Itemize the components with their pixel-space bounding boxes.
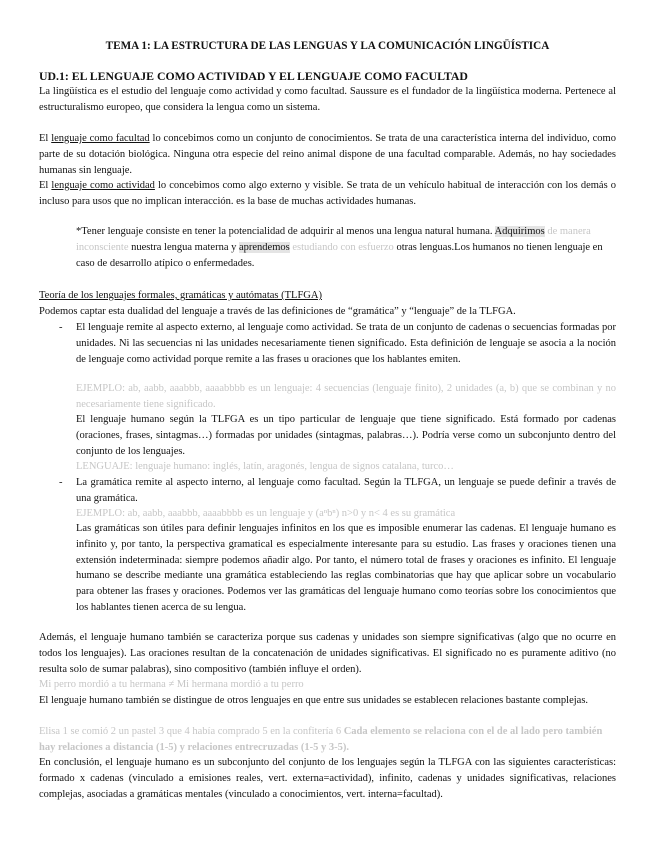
list-item-gramaticas-utiles: Las gramáticas son útiles para definir lenguajes infinitos en los que es imposible enumerar las cadenas. El lenguaje humano es infinito y, por tanto, la perspectiva gramatical es especialmente interesante para su estudio. Las frases y oraciones tienen una extensión indeterminada: siempre podemos añadir algo. Por tanto, el número total de frases y oraciones es infinito. El lenguaje humano se describe mediante una gramática estableciendo las reglas combinatorias que hay que aplicar sobre un vocabulario para obtener las frases y oraciones. Podemos ver las gramáticas del lenguaje humano como teorías sobre los conocimientos que los hablantes tienen acerca de su lengua. [76,523,616,613]
example-orden: Mi perro mordió a tu hermana ≠ Mi hermana mordió a tu perro [39,679,304,690]
example-lenguaje-humano: LENGUAJE: lenguaje humano: inglés, latín, aragonés, lengua de signos catalana, turco… [76,461,454,472]
facultad-paragraph: El lenguaje como facultad lo concebimos como un conjunto de conocimientos. Se trata de una característica interna del individuo, como parte de su dotación biológica. Ninguna otra especie del reino animal dispone de una facultad comparable. Además, no hay sociedades humanas sin lenguaje. [39,133,616,176]
example-lenguaje: EJEMPLO: ab, aabb, aaabbb, aaaabbbb es un lenguaje: 4 secuencias (lenguaje finito), 2 unidades (a, b) que se combinan y no necesariamente tiene significado. [76,383,616,410]
actividad-paragraph: El lenguaje como actividad lo concebimos como algo externo y visible. Se trata de un vehículo habitual de interacción con los demás o incluso para usos que no implican interacción. es la base de muchas actividades humanas. [39,180,616,207]
actividad-term: lenguaje como actividad [51,180,155,191]
conclusion-paragraph: En conclusión, el lenguaje humano es un subconjunto del conjunto de los lenguajes según la TLFGA con las siguientes características: formado x cadenas (vinculado a emisiones reales, vert. externa=actividad), infinito, cadenas y unidades significativas, relaciones complejas, asociadas a gramáticas mentales (vinculado a conocimientos, vert. interna=facultad). [39,757,616,800]
ademas-paragraph: Además, el lenguaje humano también se caracteriza porque sus cadenas y unidades son siempre significativas (algo que no ocurre en todos los lenguajes). Las oraciones resultan de la concatenación de unidades significativas. El significado no es puramente aditivo (no resulta solo de sumar palabras), sino compositivo (también influye el orden). [39,632,616,675]
facultad-term: lenguaje como facultad [51,133,150,144]
relaciones-paragraph: El lenguaje humano también se distingue de otros lenguajes en que entre sus unidades se establecen relaciones bastante complejas. [39,695,589,706]
tlfga-intro: Podemos captar esta dualidad del lenguaje a través de las definiciones de “gramática” y “lenguaje” de la TLFGA. [39,306,516,317]
list-item-lenguaje: El lenguaje remite al aspecto externo, al lenguaje como actividad. Se trata de un conjunto de cadenas o secuencias formadas por unidades. Ni las secuencias ni las unidades necesariamente tienen significado. Esta definición de lenguaje se asocia a la noción de lenguaje como actividad porque remite a las frases u oraciones que los hablantes emiten. [76,322,616,365]
bullet-dash: - [59,477,63,488]
tlfga-heading: Teoría de los lenguajes formales, gramáticas y autómatas (TLFGA) [39,290,322,301]
note-paragraph: *Tener lenguaje consiste en tener la potencialidad de adquirir al menos una lengua natural humana. Adquirimos de manera inconsciente nuestra lengua materna y aprendemos estudiando con esfuerzo otras lenguas.Los humanos no tienen lenguaje en caso de desarrollo atípico o enfermedades. [76,226,603,269]
example-relaciones: Elisa 1 se comió 2 un pastel 3 que 4 había comprado 5 en la confitería 6 Cada elemento se relaciona con el de al lado pero también hay relaciones a distancia (1-5) y relaciones entrecruzadas (1-5 y 3-5). [39,726,603,753]
example-gramatica: EJEMPLO: ab, aabb, aaabbb, aaaabbbb es un lenguaje y (aⁿbⁿ) n>0 y n< 4 es su gramática [76,508,456,519]
list-item-gramatica: La gramática remite al aspecto interno, al lenguaje como facultad. Según la TLFGA, un lenguaje se puede definir a través de una gramática. [76,477,616,504]
intro-paragraph: La lingüística es el estudio del lenguaje como actividad y como facultad. Saussure es el fundador de la lingüística moderna. Pertenece al estructuralismo europeo, que considera la lengua como un sistema. [39,86,616,113]
page-title: TEMA 1: LA ESTRUCTURA DE LAS LENGUAS Y LA COMUNICACIÓN LINGÜÍSTICA [105,40,550,52]
bullet-dash: - [59,322,63,333]
unit-title: UD.1: EL LENGUAJE COMO ACTIVIDAD Y EL LENGUAJE COMO FACULTAD [39,69,468,83]
list-item-lenguaje-humano: El lenguaje humano según la TLFGA es un tipo particular de lenguaje que tiene significado. Está formado por cadenas (oraciones, frases, sintagmas…) formadas por unidades (sintagmas, palabras…). Podría verse como un subconjunto dentro del conjunto de los lenguajes. [76,414,616,457]
